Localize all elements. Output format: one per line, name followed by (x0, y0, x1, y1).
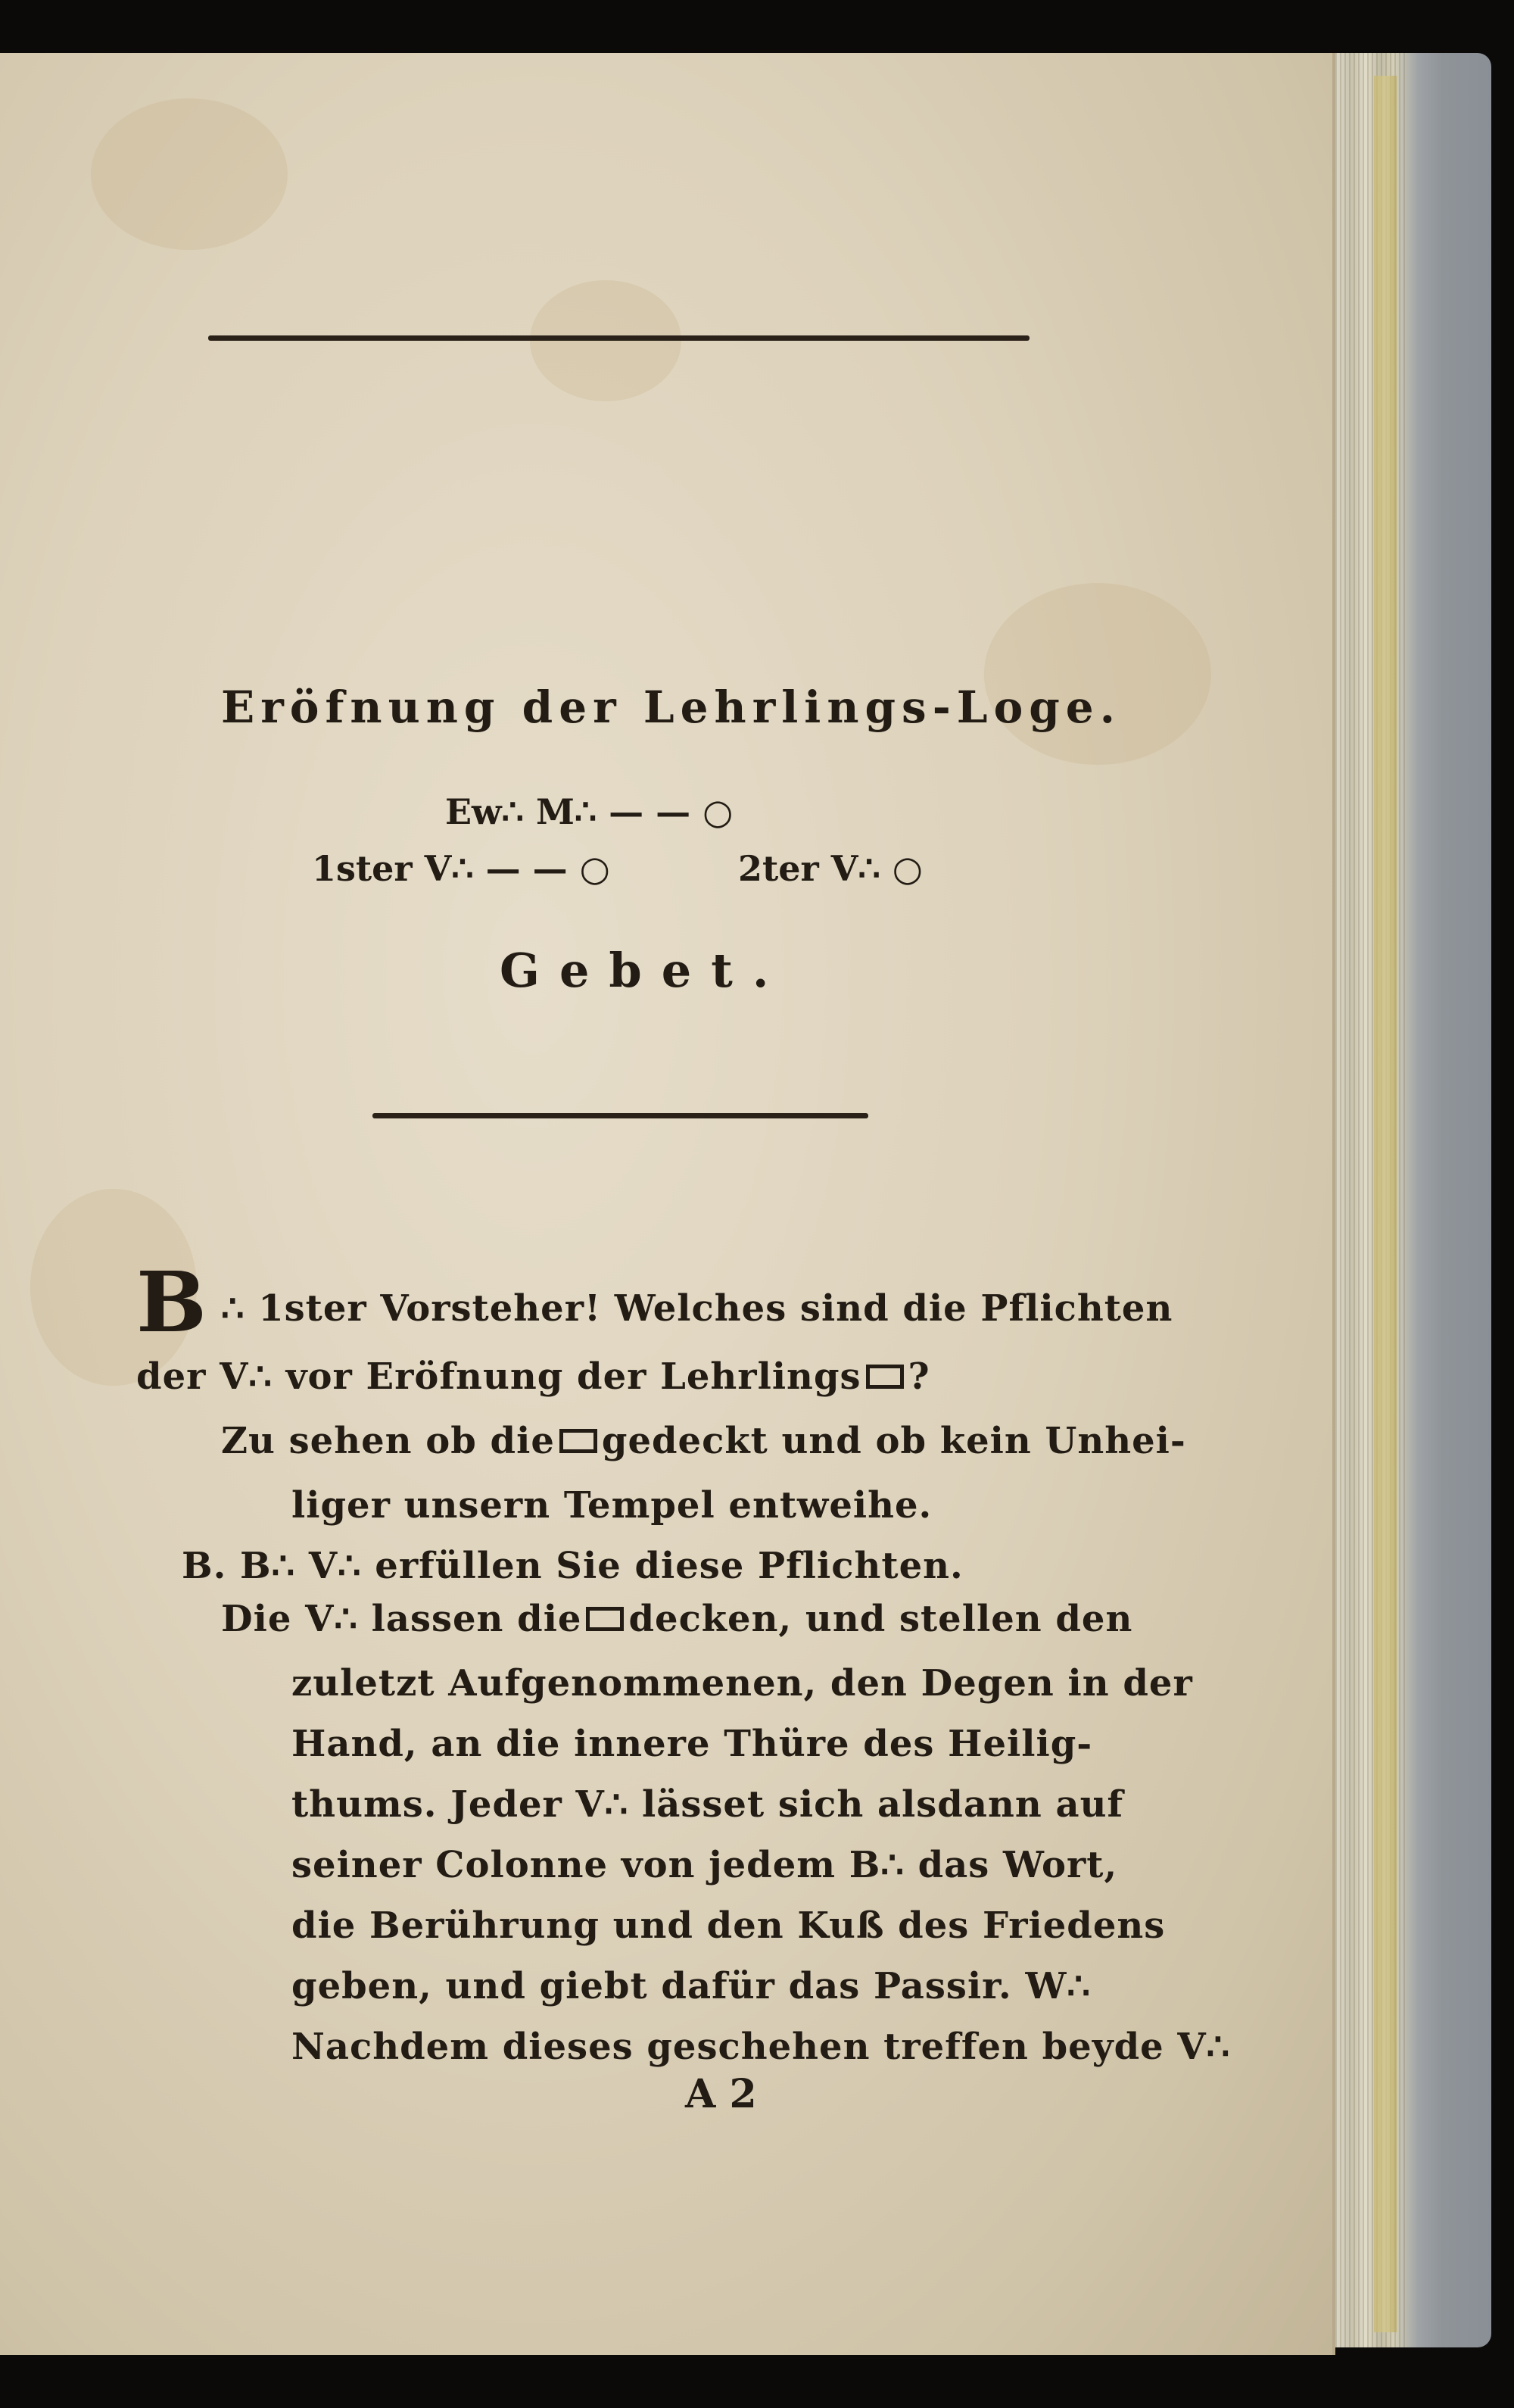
gilt-edge (1374, 76, 1397, 2332)
lodge-symbol-icon (866, 1365, 904, 1389)
text-segment: ? (908, 1355, 930, 1398)
text-line (221, 1598, 1132, 1640)
book-page (0, 53, 1335, 2355)
text-segment: decken, und stellen den (628, 1598, 1133, 1640)
text-segment: Zu sehen ob die (221, 1420, 555, 1462)
section-rule (372, 1113, 868, 1118)
text-segment: gedeckt und ob kein Unhei- (601, 1420, 1186, 1462)
text-line (221, 1420, 1186, 1462)
officers-line-first-warden: 1ster V∴ — — ○ (312, 848, 610, 889)
lodge-symbol-icon (559, 1429, 597, 1453)
section-heading: Gebet. (500, 943, 789, 998)
text-line: Nachdem dieses geschehen treffen beyde V∴ (291, 2026, 1231, 2068)
text-line: ∴ 1ster Vorsteher! Welches sind die Pflichten (221, 1287, 1173, 1330)
text-line: Hand, an die innere Thüre des Heilig- (291, 1723, 1093, 1765)
text-line: die Berührung und den Kuß des Friedens (291, 1904, 1166, 1947)
text-line: seiner Colonne von jedem B∴ das Wort, (291, 1844, 1118, 1886)
officers-line-second-warden: 2ter V∴ ○ (738, 848, 923, 889)
stain (984, 583, 1211, 765)
stain (530, 280, 681, 401)
signature-mark: A 2 (685, 2071, 757, 2117)
stain (91, 98, 288, 250)
text-line: liger unsern Tempel entweihe. (291, 1484, 933, 1527)
text-line (136, 1355, 930, 1398)
lodge-symbol-icon (586, 1607, 624, 1631)
text-line: thums. Jeder V∴ lässet sich alsdann auf (291, 1783, 1124, 1826)
top-rule (208, 335, 1030, 341)
text-segment: der V∴ vor Eröfnung der Lehrlings (136, 1355, 861, 1398)
text-segment: Die V∴ lassen die (221, 1598, 582, 1640)
drop-cap: B (136, 1253, 207, 1351)
text-line: B. B∴ V∴ erfüllen Sie diese Pflichten. (182, 1545, 964, 1587)
book-page-edges (1317, 53, 1491, 2347)
page-title: Eröfnung der Lehrlings-Loge. (221, 682, 1121, 733)
text-line: zuletzt Aufgenommenen, den Degen in der (291, 1662, 1193, 1705)
text-line: geben, und giebt dafür das Passir. W∴ (291, 1965, 1091, 2007)
officers-line-master: Ew∴ M∴ — — ○ (445, 791, 734, 832)
